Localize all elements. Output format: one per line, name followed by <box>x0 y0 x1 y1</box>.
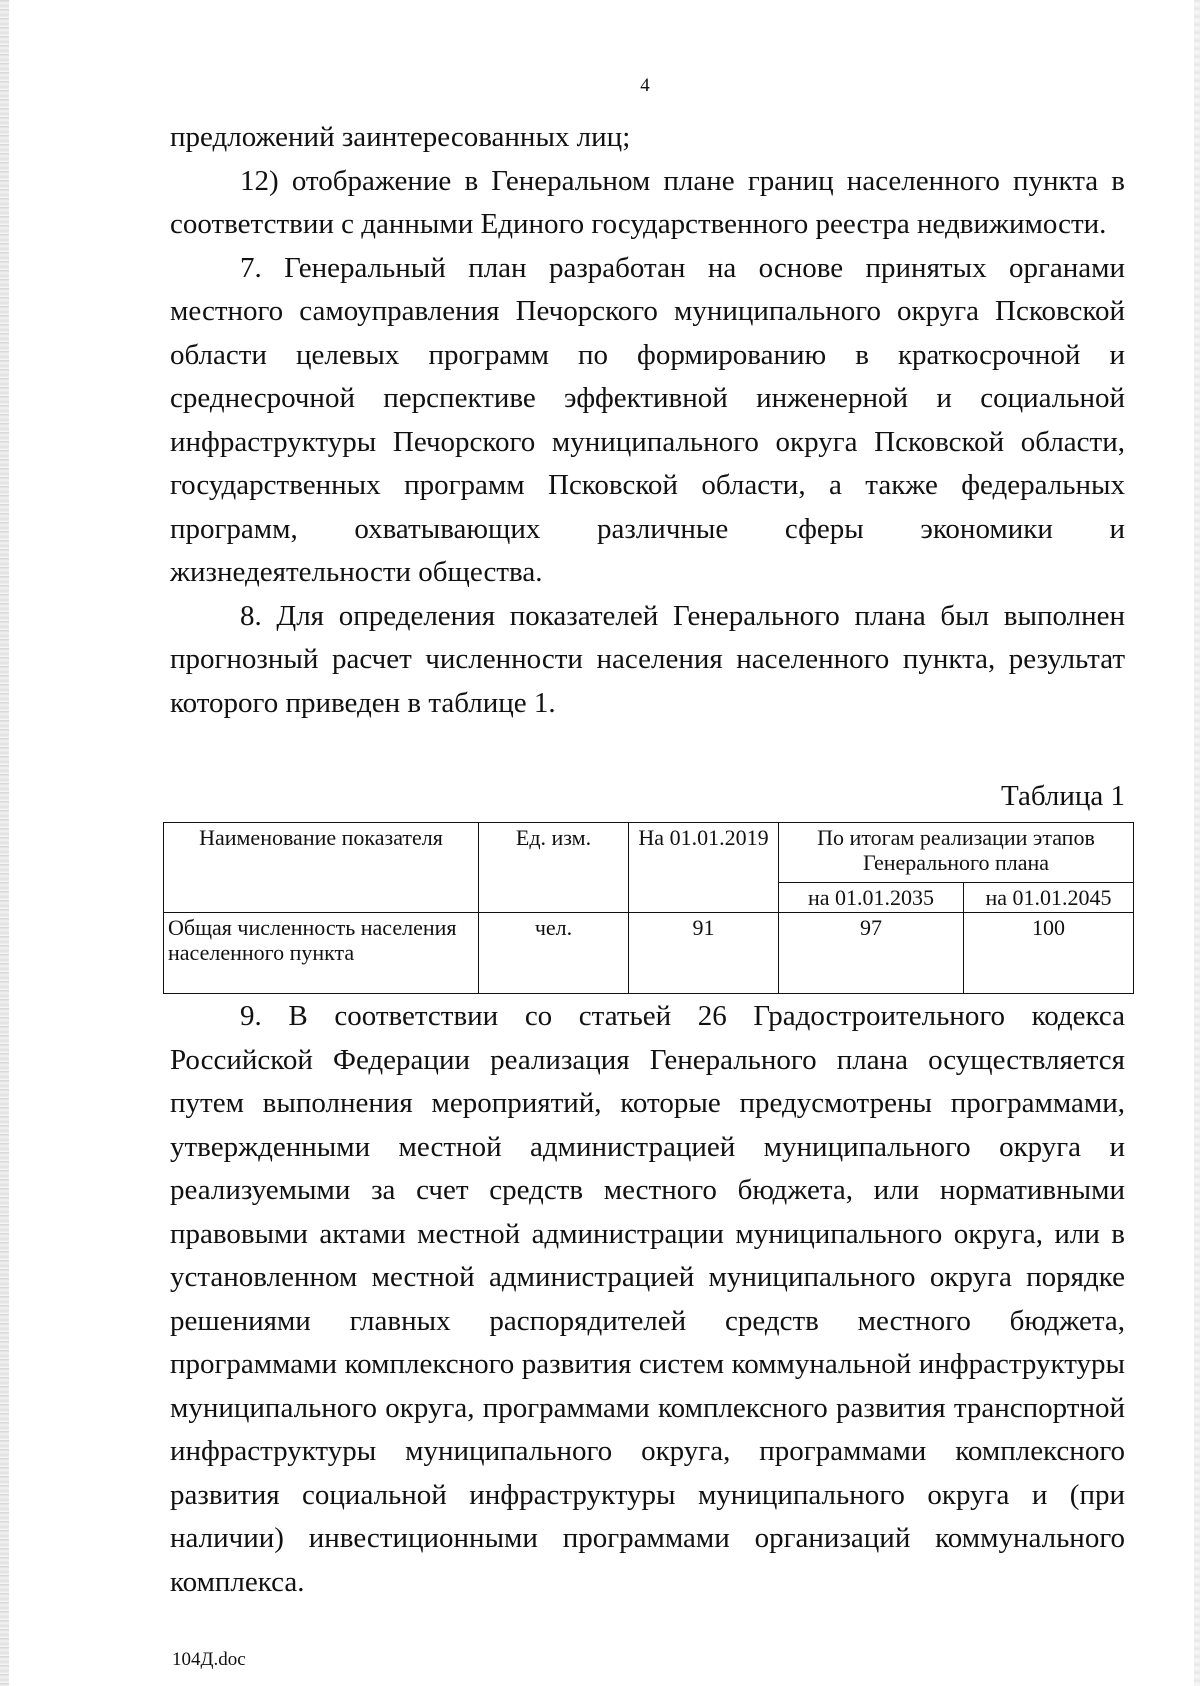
population-table <box>163 822 1134 994</box>
cell-base-value: 91 <box>629 913 779 994</box>
header-name: Наименование показателя <box>164 823 479 913</box>
body-text-top <box>170 116 1125 725</box>
footer-filename: 104Д.doc <box>172 1649 246 1670</box>
header-stage-2045: на 01.01.2045 <box>964 883 1134 913</box>
header-stages-group: По итогам реализации этапов Генерального плана <box>779 823 1134 883</box>
scan-edge-right <box>1194 0 1200 1686</box>
cell-unit: чел. <box>479 913 629 994</box>
page-number: 4 <box>640 75 650 96</box>
paragraph-9: 9. В соответствии со статьей 26 Градостроительного кодекса Российской Федерации реализация Генерального плана осуществляется путем выполнения мероприятий, которые предусмотрены программами, утвержденными местной администрацией муниципального округа и реализуемыми за счет средств местного бюджета, или нормативными правовыми актами местной администрации муниципального округа, или в установленном местной администрацией муниципального округа порядке решениями главных распорядителей средств местного бюджета, программами комплексного развития систем коммунальной инфраструктуры муниципального округа, программами комплексного развития транспортной инфраструктуры муниципального округа, программами комплексного развития социальной инфраструктуры муниципального округа и (при наличии) инвестиционными программами организаций коммунального комплекса. <box>170 1000 1125 1598</box>
paragraph-item-12: 12) отображение в Генеральном плане границ населенного пункта в соответствии с данными Единого государственного реестра недвижимости. <box>170 164 1125 240</box>
scan-edge-left <box>0 0 9 1686</box>
cell-stage-2035-value: 97 <box>779 913 964 994</box>
header-base-date: На 01.01.2019 <box>629 823 779 913</box>
table-caption: Таблица 1 <box>1000 780 1125 812</box>
paragraph-7: 7. Генеральный план разработан на основе принятых органами местного самоуправления Печорского муниципального округа Псковской области целевых программ по формированию в краткосрочной и среднесрочной перспективе эффективной инженерной и социальной инфраструктуры Печорского муниципального округа Псковской области, государственных программ Псковской области, а также федеральных программ, охватывающих различные сферы экономики и жизнедеятельности общества. <box>170 251 1125 588</box>
header-stage-2035: на 01.01.2035 <box>779 883 964 913</box>
paragraph-8: 8. Для определения показателей Генерального плана был выполнен прогнозный расчет численности населения населенного пункта, результат которого приведен в таблице 1. <box>170 599 1125 719</box>
table-header-row <box>164 823 1134 883</box>
cell-indicator-name: Общая численность населения населенного пункта <box>164 913 479 994</box>
cell-stage-2045-value: 100 <box>964 913 1134 994</box>
table-row <box>164 913 1134 994</box>
paragraph-continuation: предложений заинтересованных лиц; <box>170 121 631 153</box>
header-unit: Ед. изм. <box>479 823 629 913</box>
body-text-bottom <box>170 995 1125 1604</box>
